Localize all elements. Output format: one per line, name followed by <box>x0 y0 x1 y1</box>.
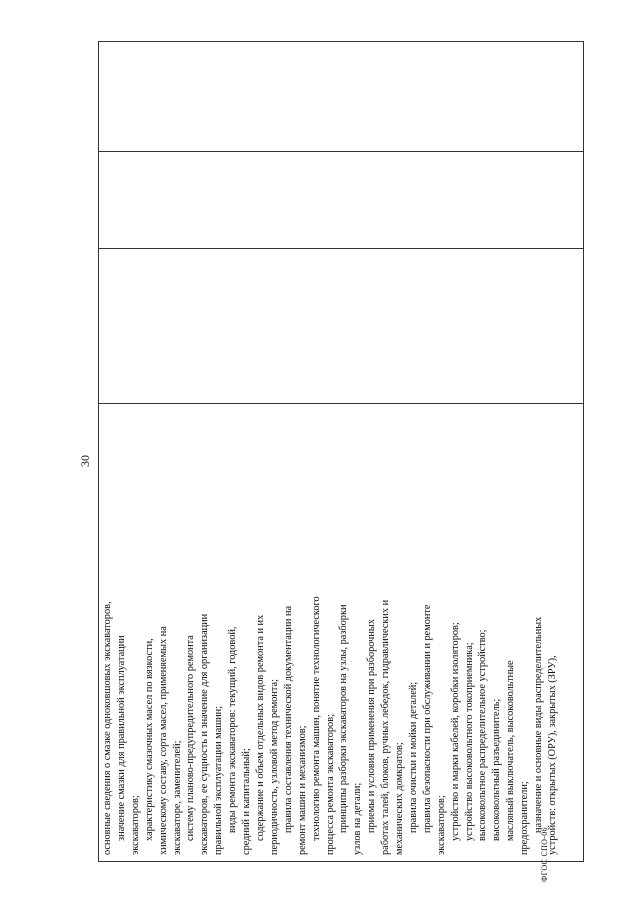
text-line: устройство высоковольтного токоприемника; <box>463 642 475 841</box>
text-line: узлов на детали; <box>352 782 364 855</box>
empty-cell-3 <box>99 152 584 249</box>
text-line: правила очистки и мойки деталей; <box>407 681 419 833</box>
text-line: предохранители; <box>519 781 531 855</box>
text-line: химическому составу, сорта масел, применяемых на <box>157 626 169 855</box>
text-line: высоковольтный разъединитель; <box>491 698 503 841</box>
text-line: экскаваторов; <box>129 795 141 855</box>
text-line: приемы и условия применения при разборочных <box>366 619 378 833</box>
knowledge-text <box>99 404 560 861</box>
text-line: назначение и основные виды распределительных <box>533 616 545 833</box>
knowledge-cell <box>99 404 584 862</box>
text-line: средний и капитальный; <box>241 748 253 855</box>
text-line: процесса ремонта экскаваторов; <box>324 714 336 855</box>
text-line: механических домкратов; <box>394 742 406 855</box>
text-line: значение смазки для правильной эксплуатации <box>115 635 127 841</box>
text-line: правильной эксплуатации машин; <box>213 705 225 855</box>
text-line: содержание и объем отдельных видов ремонта и их <box>254 614 266 841</box>
text-line: масляный выключатель, высоковольтные <box>505 660 517 841</box>
text-line: устройство и марки кабелей, коробки изоляторов; <box>449 622 461 841</box>
standard-table <box>98 41 584 862</box>
text-line: правила безопасности при обслуживании и ремонте <box>421 604 433 833</box>
footer-code: ФГОС СПО-06 <box>540 827 549 882</box>
text-line: периодичность, узловой метод ремонта; <box>268 679 280 855</box>
text-line: экскаваторов; <box>435 795 447 855</box>
empty-cell-2 <box>99 249 584 404</box>
text-line: виды ремонта экскаваторов: текущий, годовой, <box>227 626 239 833</box>
text-line: характеристику смазочных масел по вязкости, <box>143 638 155 841</box>
text-line: принципы разборки экскаваторов на узлы, разборки <box>338 604 350 833</box>
text-line: работах талей, блоков, ручных лебедок, гидравлических и <box>380 599 392 855</box>
table-row <box>99 42 584 862</box>
landscape-content <box>70 42 570 882</box>
text-line: ремонт машин и механизмов; <box>296 725 308 855</box>
text-line: экскаваторов, ее сущность и значение для организации <box>199 613 211 855</box>
text-line: основные сведения о смазке одноковшовых экскаваторов, <box>102 601 113 855</box>
text-line: устройств: открытых (ОРУ), закрытых (ЗРУ), <box>547 655 558 855</box>
text-line: правила составления технической документации на <box>282 605 294 833</box>
text-line: систему планово-предупредительного ремонта <box>185 635 197 841</box>
text-line: экскаваторе, заменителей; <box>171 740 183 855</box>
text-line: высоковольтное распределительное устройство; <box>477 629 489 841</box>
page-number: 30 <box>78 455 92 467</box>
empty-cell-4 <box>99 42 584 152</box>
text-line: технологию ремонта машин, понятие технологического <box>310 596 322 841</box>
